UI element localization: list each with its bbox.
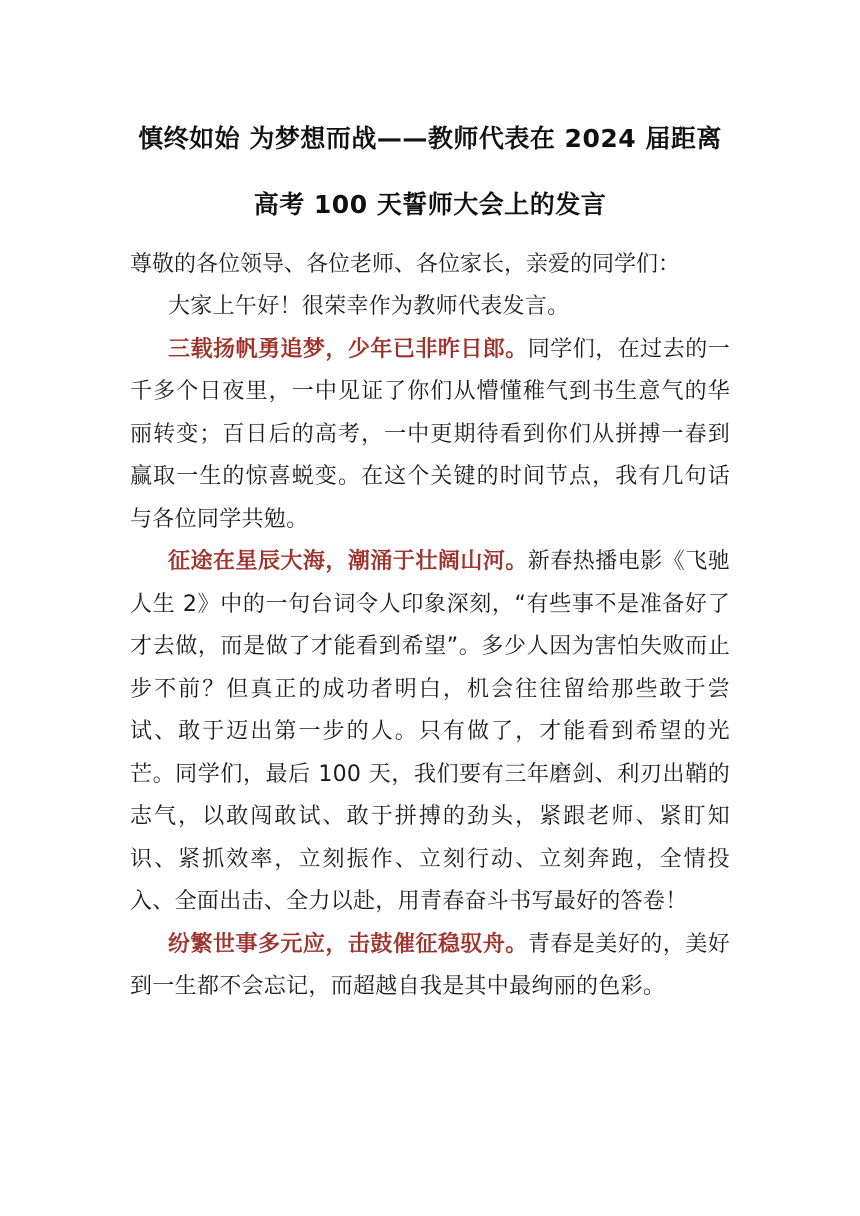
paragraph-3-text: 青春是美好的，美好到一生都不会忘记，而超越自我是其中最绚丽的色彩。 <box>130 931 730 999</box>
paragraph-3-lead: 纷繁世事多元应，击鼓催征稳驭舟。 <box>168 931 528 957</box>
paragraph-2-lead: 征途在星辰大海，潮涌于壮阔山河。 <box>168 549 528 574</box>
document-body <box>130 286 730 1009</box>
body-paragraph-2 <box>130 541 730 924</box>
paragraph-2-text: 新春热播电影《飞驰人生 2》中的一句台词令人印象深刻，“有些事不是准备好了才去做，而是做了才能看到希望”。多少人因为害怕失败而止步不前？但真正的成功者明白，机会往往留给那些敢于尝试、敢于迈出第一步的人。只有做了，才能看到希望的光芒。同学们，最后 100 天，我们要有三年磨剑、利刃出鞘的志气，以敢闯敢试、敢于拼搏的劲头，紧跟老师、紧盯知识、紧抓效率，立刻振作、立刻行动、立刻奔跑，全情投入、全面出击、全力以赴，用青春奋斗书写最好的答卷！ <box>130 549 730 914</box>
greeting-text: 大家上午好！很荣幸作为教师代表发言。 <box>168 294 570 319</box>
body-paragraph-3 <box>130 924 730 1009</box>
body-paragraph-1 <box>130 329 730 542</box>
page-title-line-1: 慎终如始 为梦想而战——教师代表在 2024 届距离 <box>138 124 722 153</box>
page-title-line-2: 高考 100 天誓师大会上的发言 <box>253 190 607 219</box>
salutation: 尊敬的各位领导、各位老师、各位家长，亲爱的同学们： <box>130 252 681 277</box>
paragraph-1-lead: 三载扬帆勇追梦，少年已非昨日郎。 <box>168 336 528 362</box>
paragraph-1-text: 同学们，在过去的一千多个日夜里，一中见证了你们从懵懂稚气到书生意气的华丽转变；百日后的高考，一中更期待看到你们从拼搏一春到赢取一生的惊喜蜕变。在这个关键的时间节点，我有几句话与各位同学共勉。 <box>130 336 730 532</box>
greeting-paragraph <box>130 286 730 329</box>
